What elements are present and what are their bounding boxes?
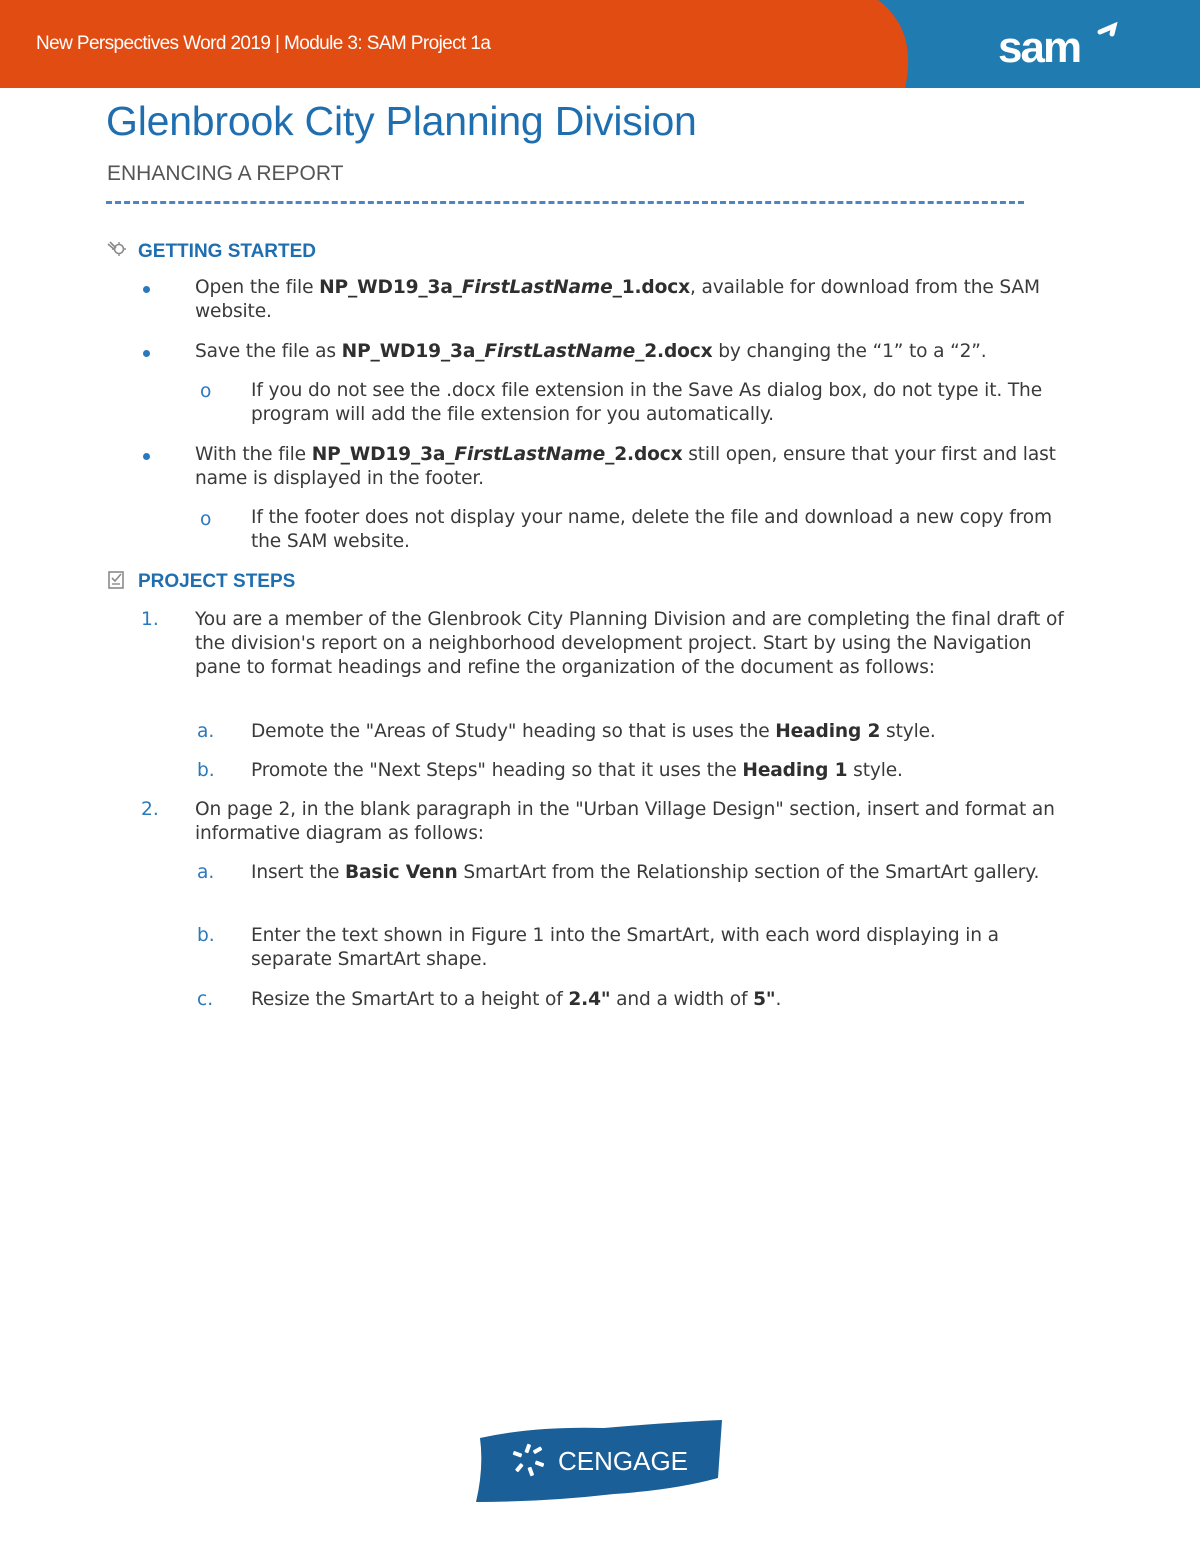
title-divider	[106, 201, 1024, 204]
sub-bullet-marker: o	[200, 509, 212, 530]
step-1b-text: Promote the "Next Steps" heading so that it uses the Heading 1 style.	[251, 760, 903, 781]
bullet-marker	[143, 286, 150, 293]
step-1a-text: Demote the "Areas of Study" heading so that is uses the Heading 2 style.	[251, 721, 936, 742]
step-2-text: On page 2, in the blank paragraph in the "Urban Village Design" section, insert and format an informative diagram as follows:	[195, 799, 1055, 844]
getting-started-subitem-2: If you do not see the .docx file extension in the Save As dialog box, do not type it. The program will add the file extension for you automatically.	[251, 380, 1042, 425]
substep-letter: b.	[197, 925, 215, 946]
getting-started-item-1: Open the file NP_WD19_3a_FirstLastName_1.docx, available for download from the SAM website.	[195, 277, 1040, 322]
project-steps-heading	[106, 570, 295, 596]
step-number: 1.	[141, 609, 159, 630]
bullet-marker	[143, 350, 150, 357]
step-2b-text: Enter the text shown in Figure 1 into the SmartArt, with each word displaying in a separate SmartArt shape.	[251, 925, 999, 970]
cengage-logo	[474, 1418, 724, 1504]
course-title: New Perspectives Word 2019 | Module 3: SAM Project 1a	[36, 33, 491, 54]
step-number: 2.	[141, 799, 159, 820]
substep-letter: a.	[197, 721, 215, 742]
sam-logo-text: sam	[998, 23, 1081, 68]
step-2a-text: Insert the Basic Venn SmartArt from the Relationship section of the SmartArt gallery.	[251, 862, 1040, 883]
substep-letter: b.	[197, 760, 215, 781]
substep-letter: a.	[197, 862, 215, 883]
getting-started-item-2: Save the file as NP_WD19_3a_FirstLastName_2.docx by changing the “1” to a “2”.	[195, 341, 987, 362]
getting-started-heading	[106, 240, 316, 266]
checklist-icon	[106, 570, 128, 590]
getting-started-label: GETTING STARTED	[138, 241, 317, 262]
cengage-wordmark: CENGAGE	[558, 1446, 689, 1476]
sub-bullet-marker: o	[200, 381, 212, 402]
substep-letter: c.	[197, 989, 214, 1010]
sam-logo	[996, 22, 1120, 68]
step-1-text: You are a member of the Glenbrook City Planning Division and are completing the final draft of the division's report on a neighborhood development project. Start by using the Navigation pane to format headings and refine the organization of the document as follows:	[195, 609, 1064, 678]
step-2c-text: Resize the SmartArt to a height of 2.4" and a width of 5".	[251, 989, 782, 1010]
getting-started-subitem-3: If the footer does not display your name, delete the file and download a new copy from the SAM website.	[251, 507, 1052, 552]
wrench-gear-icon	[106, 240, 128, 260]
document-subtitle: ENHANCING A REPORT	[107, 162, 344, 185]
document-title: Glenbrook City Planning Division	[106, 98, 697, 144]
project-steps-label: PROJECT STEPS	[138, 571, 296, 592]
getting-started-item-3: With the file NP_WD19_3a_FirstLastName_2.docx still open, ensure that your first and last name is displayed in the footer.	[195, 444, 1056, 489]
bullet-marker	[143, 453, 150, 460]
